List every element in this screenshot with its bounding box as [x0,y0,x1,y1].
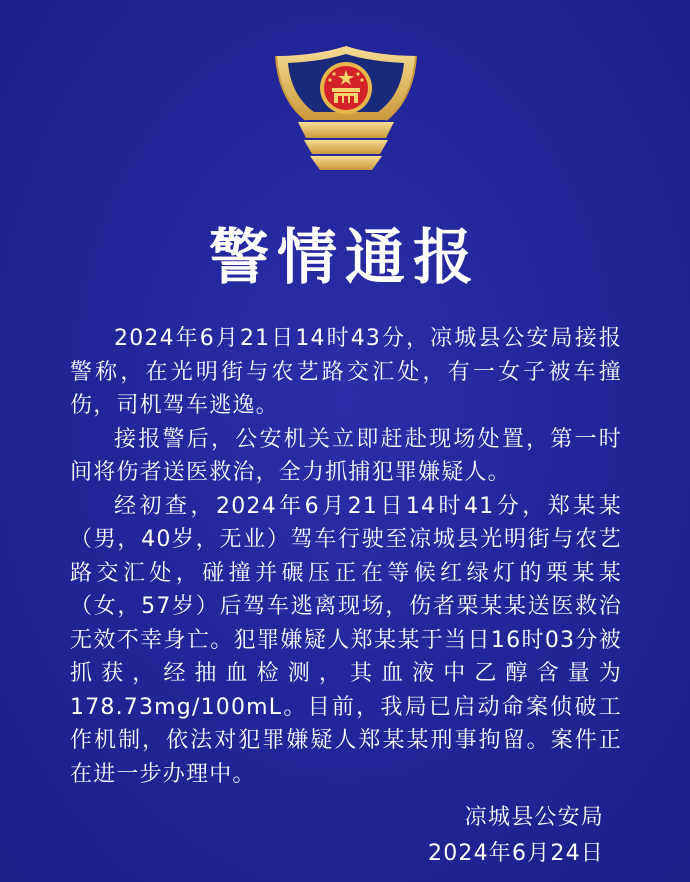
notice-signature [428,800,604,872]
notice-paragraph-2: 接报警后，公安机关立即赶赴现场处置，第一时间将伤者送医救治，全力抓捕犯罪嫌疑人。 [70,426,622,485]
police-emblem-icon [268,44,424,176]
notice-body [70,322,622,791]
notice-paragraph-1: 2024年6月21日14时43分，凉城县公安局接报警称，在光明街与农艺路交汇处，有一女子被车撞伤，司机驾车逃逸。 [70,326,622,418]
issuer-name: 凉城县公安局 [464,805,604,830]
issue-date: 2024年6月24日 [428,841,604,866]
notice-paragraph-3: 经初查，2024年6月21日14时41分，郑某某（男，40岁，无业）驾车行驶至凉城县光明街与农艺路交汇处，碰撞并碾压正在等候红绿灯的栗某某（女，57岁）后驾车逃离现场，伤者栗某某送医救治无效不幸身亡。犯罪嫌疑人郑某某于当日16时03分被抓获，经抽血检测，其血液中乙醇含量为178.73mg/100mL。目前，我局已启动命案侦破工作机制，依法对犯罪嫌疑人郑某某刑事拘留。案件正在进一步办理中。 [70,493,622,787]
notice-title: 警情通报 [209,223,481,293]
